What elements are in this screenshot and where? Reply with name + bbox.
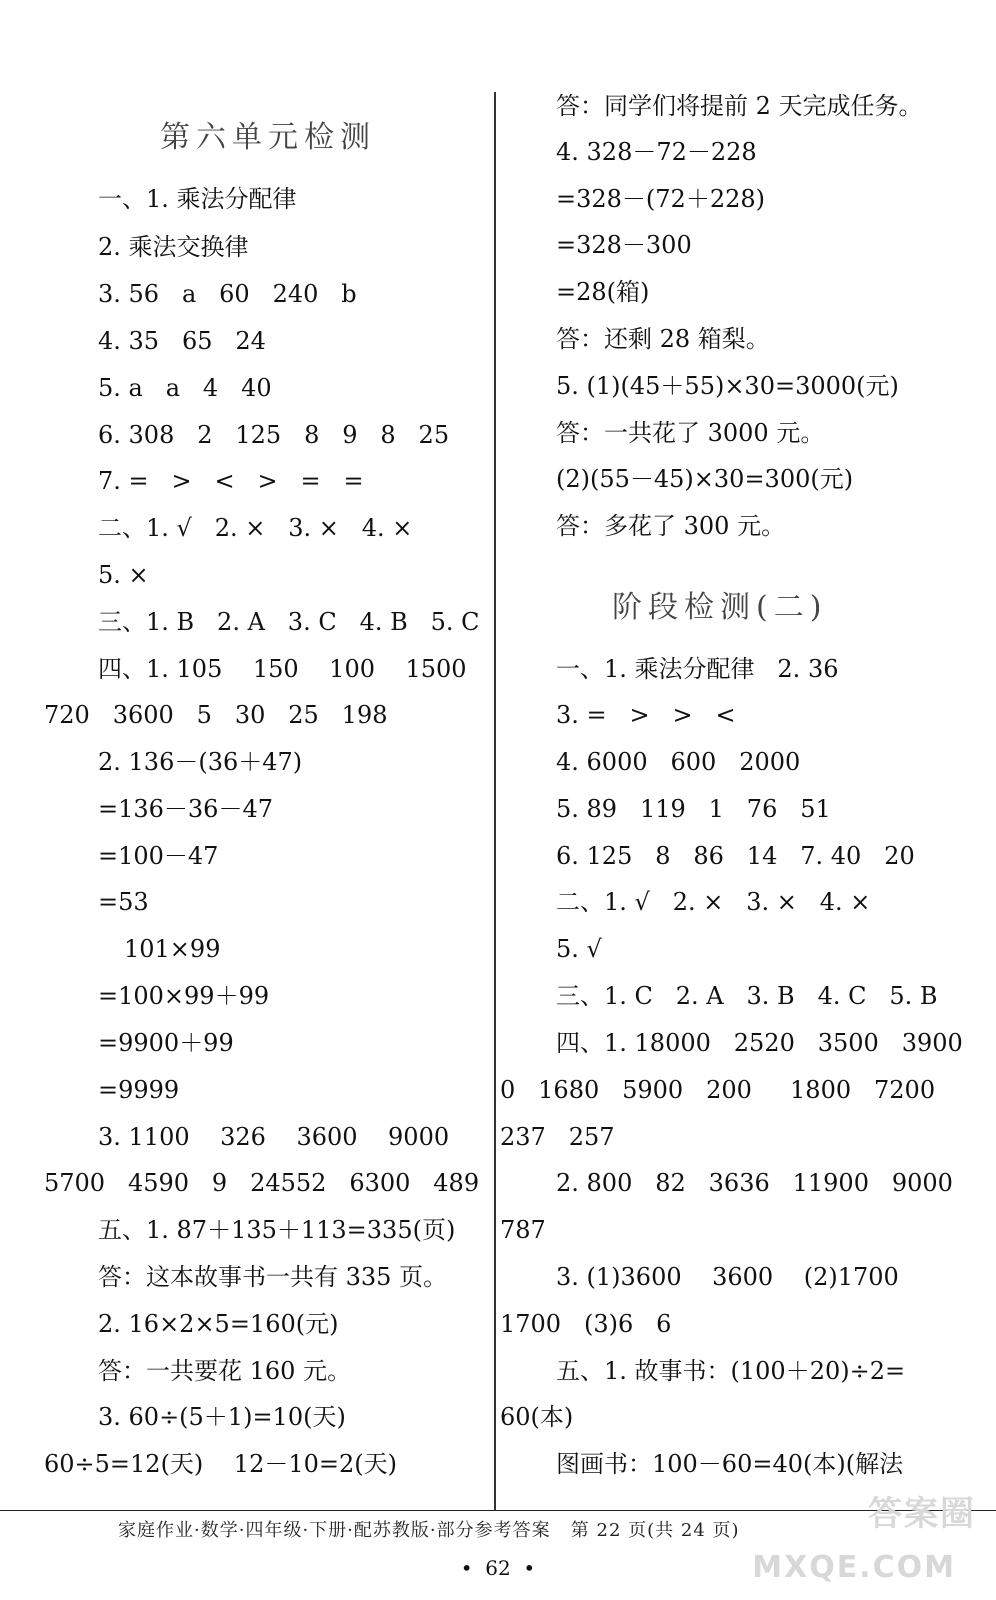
answer-line: =328－(72＋228) — [556, 185, 765, 213]
answer-line: 五、1. 故事书：(100＋20)÷2= — [556, 1357, 906, 1385]
answer-line: 5. √ — [556, 935, 602, 963]
answer-line: =9999 — [98, 1076, 180, 1104]
answer-line: 五、1. 87＋135＋113=335(页) — [98, 1216, 456, 1244]
answer-line: 图画书：100－60=40(本)(解法 — [556, 1450, 904, 1478]
watermark-logo: 答案圈 — [868, 1494, 976, 1534]
answer-line: 一、1. 乘法分配律 — [98, 185, 297, 213]
answer-line: 答：还剩 28 箱梨。 — [556, 325, 770, 353]
answer-line: 4. 6000 600 2000 — [556, 748, 801, 776]
answer-line: 答：一共要花 160 元。 — [98, 1357, 352, 1385]
answer-line: 237 257 — [500, 1123, 615, 1151]
answer-line: 答：多花了 300 元。 — [556, 512, 786, 540]
answer-line: =28(箱) — [556, 278, 650, 306]
answer-line: 101×99 — [124, 935, 221, 963]
answer-line: 一、1. 乘法分配律 2. 36 — [556, 655, 839, 683]
answer-line: 3. = > > < — [556, 701, 736, 729]
answer-line: 5. a a 4 40 — [98, 374, 272, 402]
answer-line: 2. 800 82 3636 11900 9000 — [556, 1169, 953, 1197]
answer-line: 3. 1100 326 3600 9000 — [98, 1123, 450, 1151]
answer-line: =100×99＋99 — [98, 982, 270, 1010]
answer-line: 三、1. B 2. A 3. C 4. B 5. C — [98, 608, 480, 636]
footer-rule — [0, 1510, 996, 1511]
answer-line: 6. 125 8 86 14 7. 40 20 — [556, 842, 915, 870]
answer-line: 60(本) — [500, 1403, 574, 1431]
answer-line: =100－47 — [98, 842, 219, 870]
watermark-url: MXQE.COM — [752, 1550, 956, 1585]
answer-line: 3. 60÷(5＋1)=10(天) — [98, 1403, 346, 1431]
answer-line: =328－300 — [556, 231, 692, 259]
column-divider — [494, 92, 496, 1510]
answer-line: 5. × — [98, 561, 149, 589]
answer-line: 三、1. C 2. A 3. B 4. C 5. B — [556, 982, 938, 1010]
section-title-unit6: 第六单元检测 — [160, 120, 376, 155]
section-title-stage2: 阶段检测(二) — [612, 590, 828, 625]
answer-line: 答：这本故事书一共有 335 页。 — [98, 1263, 448, 1291]
answer-line: 2. 16×2×5=160(元) — [98, 1310, 339, 1338]
answer-line: 0 1680 5900 200 1800 7200 — [500, 1076, 936, 1104]
footer-caption: 家庭作业·数学·四年级·下册·配苏教版·部分参考答案 第 22 页(共 24 页) — [118, 1520, 740, 1541]
answer-line: 5700 4590 9 24552 6300 489 — [44, 1169, 480, 1197]
answer-line: =53 — [98, 888, 149, 916]
answer-line: (2)(55－45)×30=300(元) — [556, 465, 854, 493]
answer-line: 二、1. √ 2. × 3. × 4. × — [98, 514, 413, 542]
answer-line: 60÷5=12(天) 12－10=2(天) — [44, 1450, 397, 1478]
answer-line: 二、1. √ 2. × 3. × 4. × — [556, 888, 871, 916]
answer-line: 5. (1)(45＋55)×30=3000(元) — [556, 372, 899, 400]
answer-line: 答：一共花了 3000 元。 — [556, 419, 825, 447]
answer-line: 四、1. 105 150 100 1500 — [98, 655, 467, 683]
answer-line: 720 3600 5 30 25 198 — [44, 701, 388, 729]
answer-line: =9900＋99 — [98, 1029, 234, 1057]
answer-line: 1700 (3)6 6 — [500, 1310, 672, 1338]
answer-line: 2. 136－(36＋47) — [98, 748, 303, 776]
answer-line: 四、1. 18000 2520 3500 3900 — [556, 1029, 963, 1057]
answer-line: 3. 56 a 60 240 b — [98, 280, 357, 308]
answer-line: 5. 89 119 1 76 51 — [556, 795, 831, 823]
answer-line: 4. 328－72－228 — [556, 138, 757, 166]
answer-line: 7. = > < > = = — [98, 467, 364, 495]
answer-line: 答：同学们将提前 2 天完成任务。 — [556, 92, 923, 120]
answer-line: 2. 乘法交换律 — [98, 233, 249, 261]
answer-line: 6. 308 2 125 8 9 8 25 — [98, 421, 450, 449]
answer-line: =136－36－47 — [98, 795, 273, 823]
answer-line: 787 — [500, 1216, 546, 1244]
answer-line: 3. (1)3600 3600 (2)1700 — [556, 1263, 899, 1291]
answer-line: 4. 35 65 24 — [98, 327, 266, 355]
page-number: • 62 • — [460, 1556, 536, 1580]
